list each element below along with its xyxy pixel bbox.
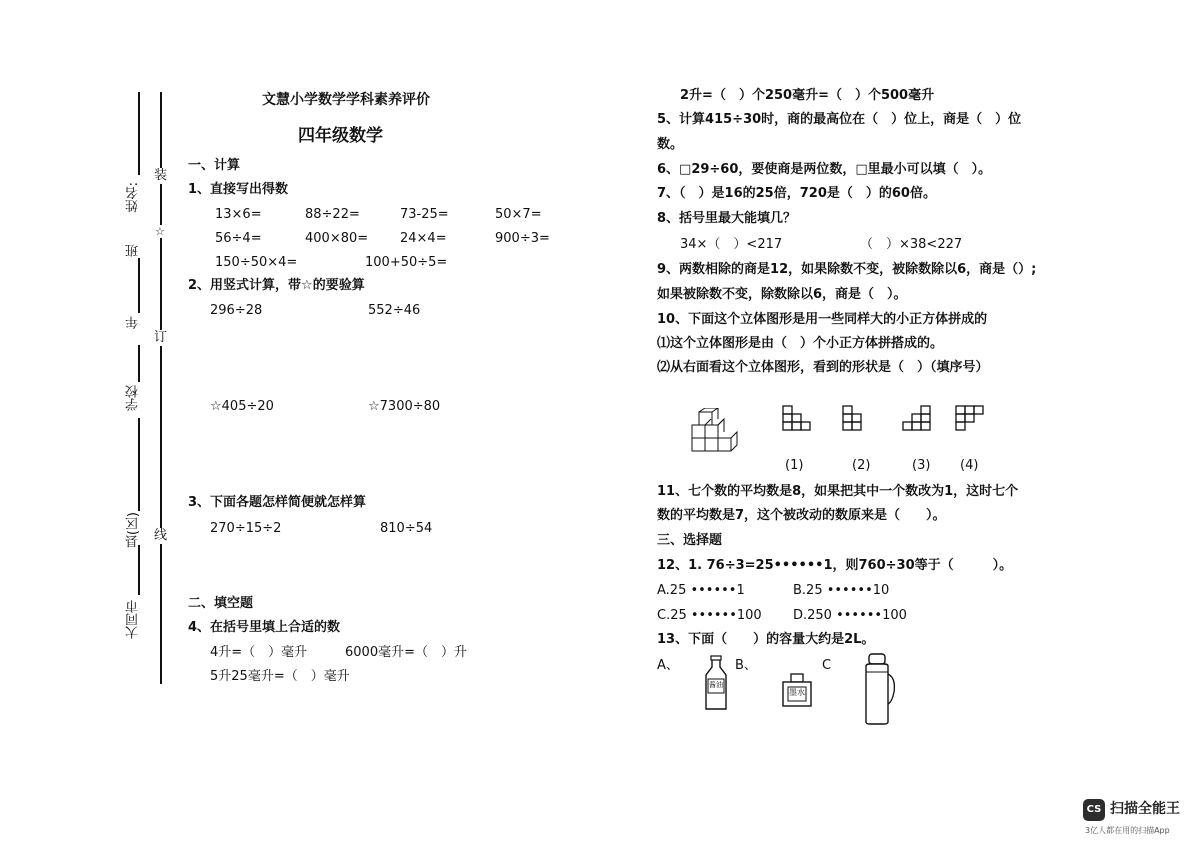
margin-line — [138, 418, 140, 511]
question-text: 如果被除数不变，除数除以6，商是（ ）。 — [657, 287, 907, 302]
section-heading: 一、计算 — [188, 158, 241, 173]
oral-item: 24×4= — [400, 231, 447, 246]
question-text: 1、直接写出得数 — [188, 182, 289, 197]
fill-item: 6000毫升=（ ）升 — [345, 645, 467, 660]
view-shape-icon — [902, 405, 934, 431]
simplify-item: 810÷54 — [380, 521, 433, 536]
simplify-item: 270÷15÷2 — [210, 521, 282, 536]
watermark-tagline: 3亿人都在用的扫描App — [1085, 826, 1170, 835]
exam-subtitle: 四年级数学 — [298, 126, 383, 146]
figure-label: (2) — [852, 458, 871, 473]
view-shape-icon — [842, 405, 872, 431]
seal-char: 线 — [154, 528, 168, 543]
question-text: 7、（ ）是16的25倍，720是（ ）的60倍。 — [657, 186, 936, 201]
question-text: 13、下面（ ）的容量大约是2L。 — [657, 632, 875, 647]
thermos-icon — [858, 652, 898, 726]
name-label: 姓名: — [126, 182, 141, 213]
star-mark-icon: ☆ — [155, 225, 165, 238]
choice-option: C.25 ••••••100 — [657, 608, 762, 623]
question-text: 11、七个数的平均数是8，如果把其中一个数改为1，这时七个 — [657, 484, 1019, 499]
question-text: ⑴这个立体图形是由（ ）个小正方体拼搭成的。 — [657, 336, 944, 351]
choice-option: D.250 ••••••100 — [793, 608, 907, 623]
seal-char: 装 — [154, 168, 168, 183]
question-text: 3、下面各题怎样简便就怎样算 — [188, 495, 367, 510]
oral-item: 50×7= — [495, 207, 542, 222]
exam-title: 文慧小学数学学科素养评价 — [262, 92, 430, 108]
question-text: 数。 — [657, 137, 684, 152]
question-text: 34×（ ）<217 — [680, 237, 783, 252]
ink-label: 墨水 — [789, 688, 805, 697]
question-text: 8、括号里最大能填几？ — [657, 211, 797, 226]
county-label: 县(区) — [126, 512, 141, 549]
view-shape-icon — [782, 405, 814, 431]
vertical-calc-item: 552÷46 — [368, 303, 421, 318]
figure-label: (4) — [960, 458, 979, 473]
oral-item: 900÷3= — [495, 231, 550, 246]
oral-item: 400×80= — [305, 231, 369, 246]
question-text: 9、两数相除的商是12，如果除数不变，被除数除以6，商是（）; — [657, 262, 1037, 277]
question-text: ⑵从右面看这个立体图形，看到的形状是（ ）（填序号） — [657, 360, 989, 375]
option-letter: A、 — [657, 658, 679, 673]
class-label: 班 — [126, 244, 141, 257]
question-text: 6、□29÷60，要使商是两位数，□里最小可以填（ ）。 — [657, 162, 992, 177]
question-text: 2升=（ ）个250毫升=（ ）个500毫升 — [680, 88, 935, 103]
question-text: 数的平均数是7，这个被改动的数原来是（ ）。 — [657, 508, 946, 523]
cube-solid-icon — [690, 408, 740, 456]
section-heading: 三、选择题 — [657, 533, 723, 548]
oral-item: 56÷4= — [215, 231, 262, 246]
seal-char: 订 — [154, 330, 168, 345]
figure-label: (3) — [912, 458, 931, 473]
section-heading: 二、填空题 — [188, 596, 254, 611]
choice-option: A.25 ••••••1 — [657, 583, 745, 598]
grade-label: 年 — [126, 316, 141, 329]
vertical-calc-item: 296÷28 — [210, 303, 263, 318]
question-text: 12、1. 76÷3=25••••••1，则760÷30等于（ ）。 — [657, 558, 1013, 573]
question-text: 10、下面这个立体图形是用一些同样大的小正方体拼成的 — [657, 312, 988, 327]
oral-item: 100+50÷5= — [365, 255, 448, 270]
oral-item: 88÷22= — [305, 207, 360, 222]
figure-label: (1) — [785, 458, 804, 473]
oral-item: 73-25= — [400, 207, 449, 222]
choice-option: B.25 ••••••10 — [793, 583, 890, 598]
margin-line — [138, 258, 140, 313]
oral-item: 150÷50×4= — [215, 255, 298, 270]
question-text: 2、用竖式计算，带☆的要验算 — [188, 278, 365, 293]
fill-item: 4升=（ ）毫升 — [210, 645, 308, 660]
option-letter: C — [822, 658, 832, 673]
vertical-calc-item: ☆7300÷80 — [368, 399, 441, 414]
fill-item: 5升25毫升=（ ）毫升 — [210, 669, 350, 684]
city-label: 大同市 — [126, 600, 141, 639]
option-letter: B、 — [735, 658, 757, 673]
bottle-label: 酱油 — [709, 681, 723, 689]
margin-line — [138, 345, 140, 382]
question-text: 5、计算415÷30时，商的最高位在（ ）位上，商是（ ）位 — [657, 112, 1022, 127]
question-text: 4、在括号里填上合适的数 — [188, 620, 341, 635]
scanner-logo-icon: CS — [1083, 799, 1105, 821]
vertical-calc-item: ☆405÷20 — [210, 399, 274, 414]
margin-line — [138, 545, 140, 595]
watermark-name: 扫描全能王 — [1110, 801, 1180, 817]
margin-line — [138, 92, 140, 175]
view-shape-icon — [955, 405, 985, 431]
oral-item: 13×6= — [215, 207, 262, 222]
school-label: 学校 — [126, 385, 141, 411]
question-text: （ ）×38<227 — [860, 237, 963, 252]
